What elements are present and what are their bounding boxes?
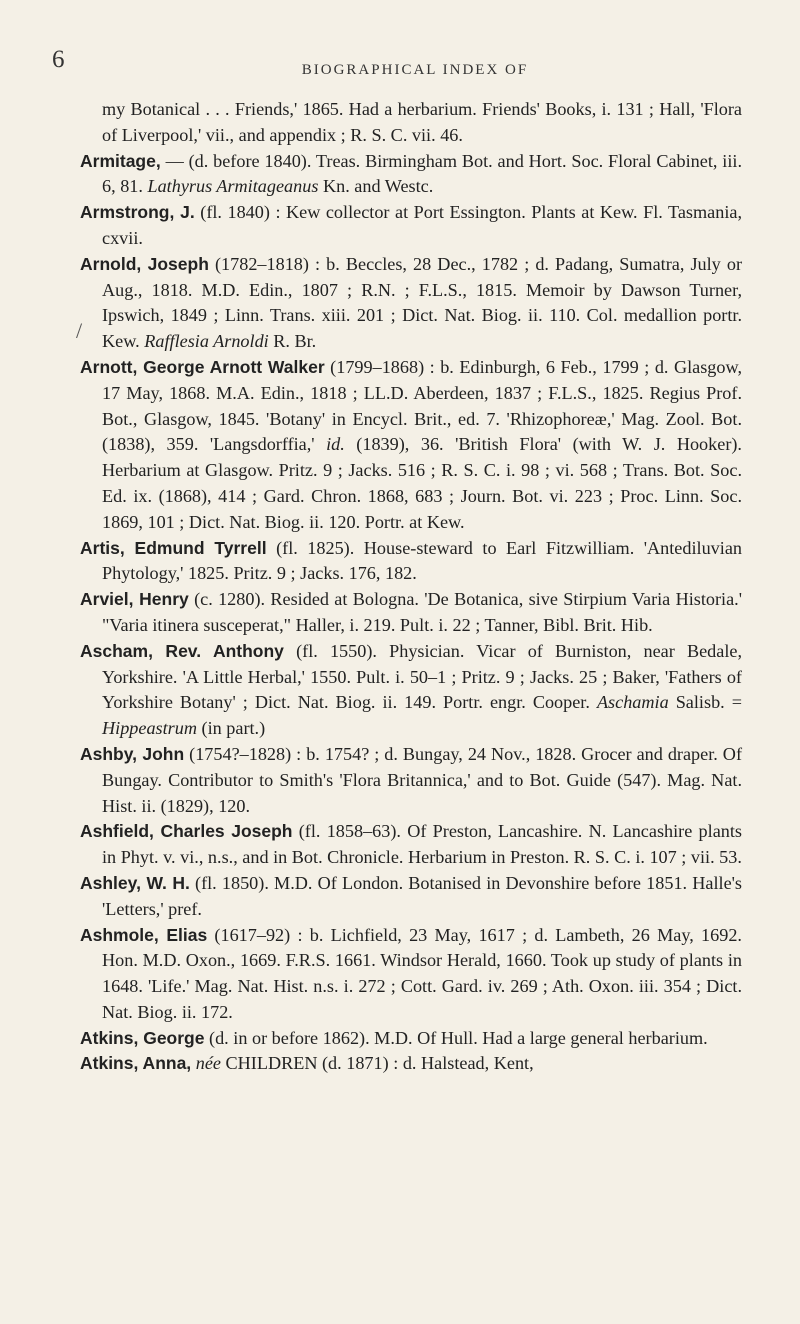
entry-text: (1617–92) : b. Lichfield, 23 May, 1617 ; d. Lambeth, 26 May, 1692. Hon. M.D. Oxon., 1669. F.R.S. 1661. Windsor Herald, 1660. Took up study of plants in 1648. 'Life.' Mag. Nat. Hist. n.s. i. 272 ; Cott. Gard. iv. 269 ; Ath. Oxon. iii. 354 ; Dict. Nat. Biog. ii. 172.: [102, 924, 742, 1022]
entry-name: Ascham, Rev. Anthony: [80, 640, 284, 661]
index-entry: [80, 639, 742, 742]
entry-italic-text: Lathyrus Armitageanus: [147, 176, 319, 197]
running-head: BIOGRAPHICAL INDEX OF: [301, 62, 529, 78]
entry-text: Salisb. =: [668, 692, 742, 713]
entry-italic-text: née: [195, 1053, 221, 1074]
entry-text: (fl. 1825). House-steward to Earl Fitzwilliam. 'Antediluvian Phytology,' 1825. Pritz. 9 ; Jacks. 176, 182.: [102, 537, 742, 584]
index-entry: [80, 252, 742, 355]
index-entry: [80, 871, 742, 923]
index-entry: [80, 819, 742, 871]
entry-italic-text: Rafflesia Arnoldi: [144, 331, 269, 352]
entry-name: Artis, Edmund Tyrrell: [80, 537, 267, 558]
entry-name: Arnott, George Arnott Walker: [80, 356, 325, 377]
entry-name: Arviel, Henry: [80, 589, 189, 610]
index-entry: [80, 923, 742, 1026]
entry-name: Armitage,: [80, 150, 161, 171]
entry-text: CHILDREN (d. 1871) : d. Halstead, Kent,: [220, 1053, 534, 1074]
entry-text: (1754?–1828) : b. 1754? ; d. Bungay, 24 Nov., 1828. Grocer and draper. Of Bungay. Contributor to Smith's 'Flora Britannica,' and to Bot. Guide (547). Mag. Nat. Hist. ii. (1829), 120.: [102, 743, 742, 816]
entry-list: [80, 149, 742, 1078]
entry-name: Atkins, Anna,: [80, 1053, 192, 1074]
index-entry: [80, 149, 742, 201]
entry-text: R. Br.: [268, 331, 317, 352]
entry-text: (fl. 1858–63). Of Preston, Lancashire. N. Lancashire plants in Phyt. v. vi., n.s., and in Bot. Chronicle. Herbarium in Preston. R. S. C. i. 107 ; vii. 53.: [102, 821, 742, 868]
entry-text: (1799–1868) : b. Edinburgh, 6 Feb., 1799 ; d. Glasgow, 17 May, 1868. M.A. Edin., 1818 ; LL.D. Aberdeen, 1837 ; F.L.S., 1825. Regius Prof. Bot., Glasgow, 1845. 'Botany' in Encycl. Brit., ed. 7. 'Rhizophoreæ,' Mag. Zool. Bot. (1838), 359. 'Langsdorffia,': [102, 356, 742, 455]
index-entry: [80, 536, 742, 588]
entry-name: Atkins, George: [80, 1027, 205, 1048]
entry-text: (in part.): [196, 718, 266, 739]
entry-italic-text: id.: [326, 434, 345, 455]
margin-annotation-mark: /: [76, 318, 83, 343]
entry-italic-text: Aschamia: [596, 692, 669, 713]
entry-text: (fl. 1550). Physician. Vicar of Burniston, near Bedale, Yorkshire. 'A Little Herbal,' 1550. Pult. i. 50–1 ; Pritz. 9 ; Jacks. 25 ; Baker, 'Fathers of Yorkshire Botany' ; Dict. Nat. Biog. ii. 149. Portr. engr. Cooper.: [102, 640, 742, 713]
entry-text: (c. 1280). Resided at Bologna. 'De Botanica, sive Stirpium Varia Historia.' "Varia itinera susceperat," Haller, i. 219. Pult. i. 22 ; Tanner, Bibl. Brit. Hib.: [102, 589, 742, 635]
index-entry: [80, 1051, 742, 1077]
entry-name: Ashfield, Charles Joseph: [80, 821, 293, 842]
entry-text: (fl. 1840) : Kew collector at Port Essington. Plants at Kew. Fl. Tasmania, cxvii.: [102, 202, 742, 248]
entry-text: Kn. and Westc.: [318, 176, 434, 197]
index-entry: [80, 742, 742, 819]
entry-name: Arnold, Joseph: [80, 253, 209, 274]
entry-text: — (d. before 1840). Treas. Birmingham Bot. and Hort. Soc. Floral Cabinet, iii. 6, 81.: [102, 150, 742, 197]
index-entry: [80, 1026, 742, 1052]
entry-text: (d. in or before 1862). M.D. Of Hull. Had a large general herbarium.: [204, 1027, 708, 1048]
entry-italic-text: Hippeastrum: [102, 718, 197, 739]
entry-text: (1839), 36. 'British Flora' (with W. J. Hooker). Herbarium at Glasgow. Pritz. 9 ; Jacks. 516 ; R. S. C. i. 98 ; vi. 568 ; Trans. Bot. Soc. Ed. ix. (1868), 414 ; Gard. Chron. 1868, 683 ; Journ. Bot. vi. 223 ; Proc. Linn. Soc. 1869, 101 ; Dict. Nat. Biog. ii. 120. Portr. at Kew.: [102, 434, 742, 532]
entry-text: (fl. 1850). M.D. Of London. Botanised in Devonshire before 1851. Halle's 'Letters,' pref.: [102, 872, 742, 919]
entry-name: Armstrong, J.: [80, 202, 195, 223]
entry-name: Ashby, John: [80, 743, 185, 764]
continued-entry: my Botanical . . . Friends,' 1865. Had a herbarium. Friends' Books, i. 131 ; Hall, 'Flora of Liverpool,' vii., and appendix ; R. S. C. vii. 46.: [102, 99, 742, 145]
entry-text: (1782–1818) : b. Beccles, 28 Dec., 1782 ; d. Padang, Sumatra, July or Aug., 1818. M.D. Edin., 1807 ; R.N. ; F.L.S., 1815. Memoir by Dawson Turner, Ipswich, 1849 ; Linn. Trans. xiii. 201 ; Dict. Nat. Biog. ii. 110. Col. medallion portr. Kew.: [102, 253, 742, 352]
entry-name: Ashmole, Elias: [80, 924, 208, 945]
index-entry: [80, 200, 742, 252]
index-column: [80, 97, 742, 1077]
entry-name: Ashley, W. H.: [80, 872, 190, 893]
page-number: 6: [52, 46, 65, 73]
index-entry: [80, 587, 742, 639]
index-entry: [80, 355, 742, 536]
